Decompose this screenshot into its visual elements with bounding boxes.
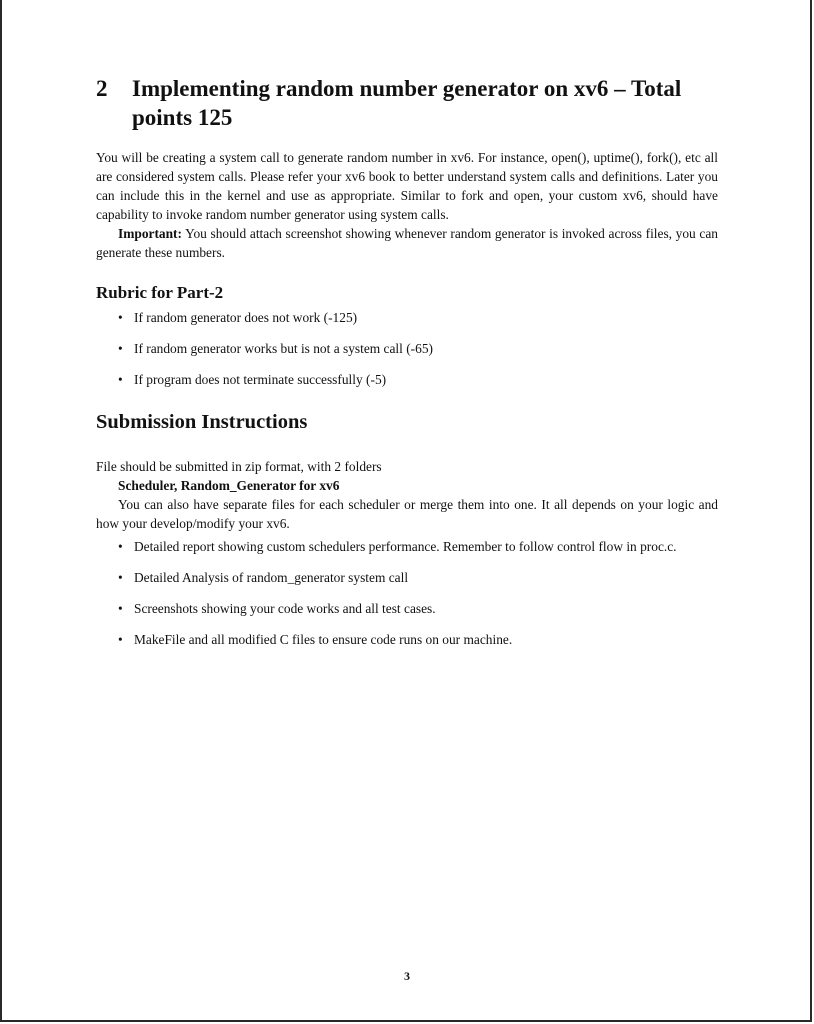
- bullet-icon: •: [118, 570, 123, 585]
- rubric-item-text: If program does not terminate successfully (-5): [134, 372, 387, 387]
- submission-paragraph: You can also have separate files for each scheduler or merge them into one. It all depends on your logic and how your develop/modify your xv6.: [96, 497, 718, 531]
- intro-paragraph: You will be creating a system call to generate random number in xv6. For instance, open(), uptime(), fork(), etc all are considered system calls. Please refer your xv6 book to better understand system calls and definitions. Later you can include this in the kernel and use as appropriate. Similar to fork and open, your custom xv6, should have capability to invoke random number generator using system calls.: [96, 150, 718, 222]
- submission-item: [118, 599, 718, 618]
- bullet-icon: •: [118, 539, 123, 554]
- submission-list: [96, 537, 718, 649]
- rubric-item-text: If random generator works but is not a system call (-65): [134, 341, 433, 356]
- submission-item-text: Detailed report showing custom schedulers performance. Remember to follow control flow in proc.c.: [134, 539, 677, 554]
- section-title: Implementing random number generator on xv6 – Total points 125: [132, 76, 682, 130]
- important-label: Important:: [118, 226, 182, 241]
- submission-item-text: MakeFile and all modified C files to ensure code runs on our machine.: [134, 632, 513, 647]
- bullet-icon: •: [118, 632, 123, 647]
- rubric-list: [96, 308, 718, 389]
- rubric-item: [118, 308, 718, 327]
- document-page: [96, 74, 718, 661]
- submission-heading: Submission Instructions: [96, 411, 308, 433]
- submission-line: File should be submitted in zip format, with 2 folders: [96, 459, 382, 474]
- bullet-icon: •: [118, 310, 123, 325]
- submission-item: [118, 630, 718, 649]
- bullet-icon: •: [118, 341, 123, 356]
- rubric-item-text: If random generator does not work (-125): [134, 310, 358, 325]
- rubric-item: [118, 339, 718, 358]
- submission-item-text: Screenshots showing your code works and all test cases.: [134, 601, 436, 616]
- page-number: 3: [404, 969, 410, 983]
- rubric-item: [118, 370, 718, 389]
- submission-item: [118, 568, 718, 587]
- important-text: You should attach screenshot showing whenever random generator is invoked across files, you can generate these numbers.: [96, 226, 718, 260]
- submission-item: [118, 537, 718, 556]
- bullet-icon: •: [118, 372, 123, 387]
- submission-folders: Scheduler, Random_Generator for xv6: [118, 478, 340, 493]
- section-number: 2: [96, 76, 108, 101]
- section-heading: [96, 74, 718, 132]
- bullet-icon: •: [118, 601, 123, 616]
- important-paragraph: [96, 224, 718, 262]
- submission-item-text: Detailed Analysis of random_generator system call: [134, 570, 409, 585]
- rubric-heading: Rubric for Part-2: [96, 283, 224, 302]
